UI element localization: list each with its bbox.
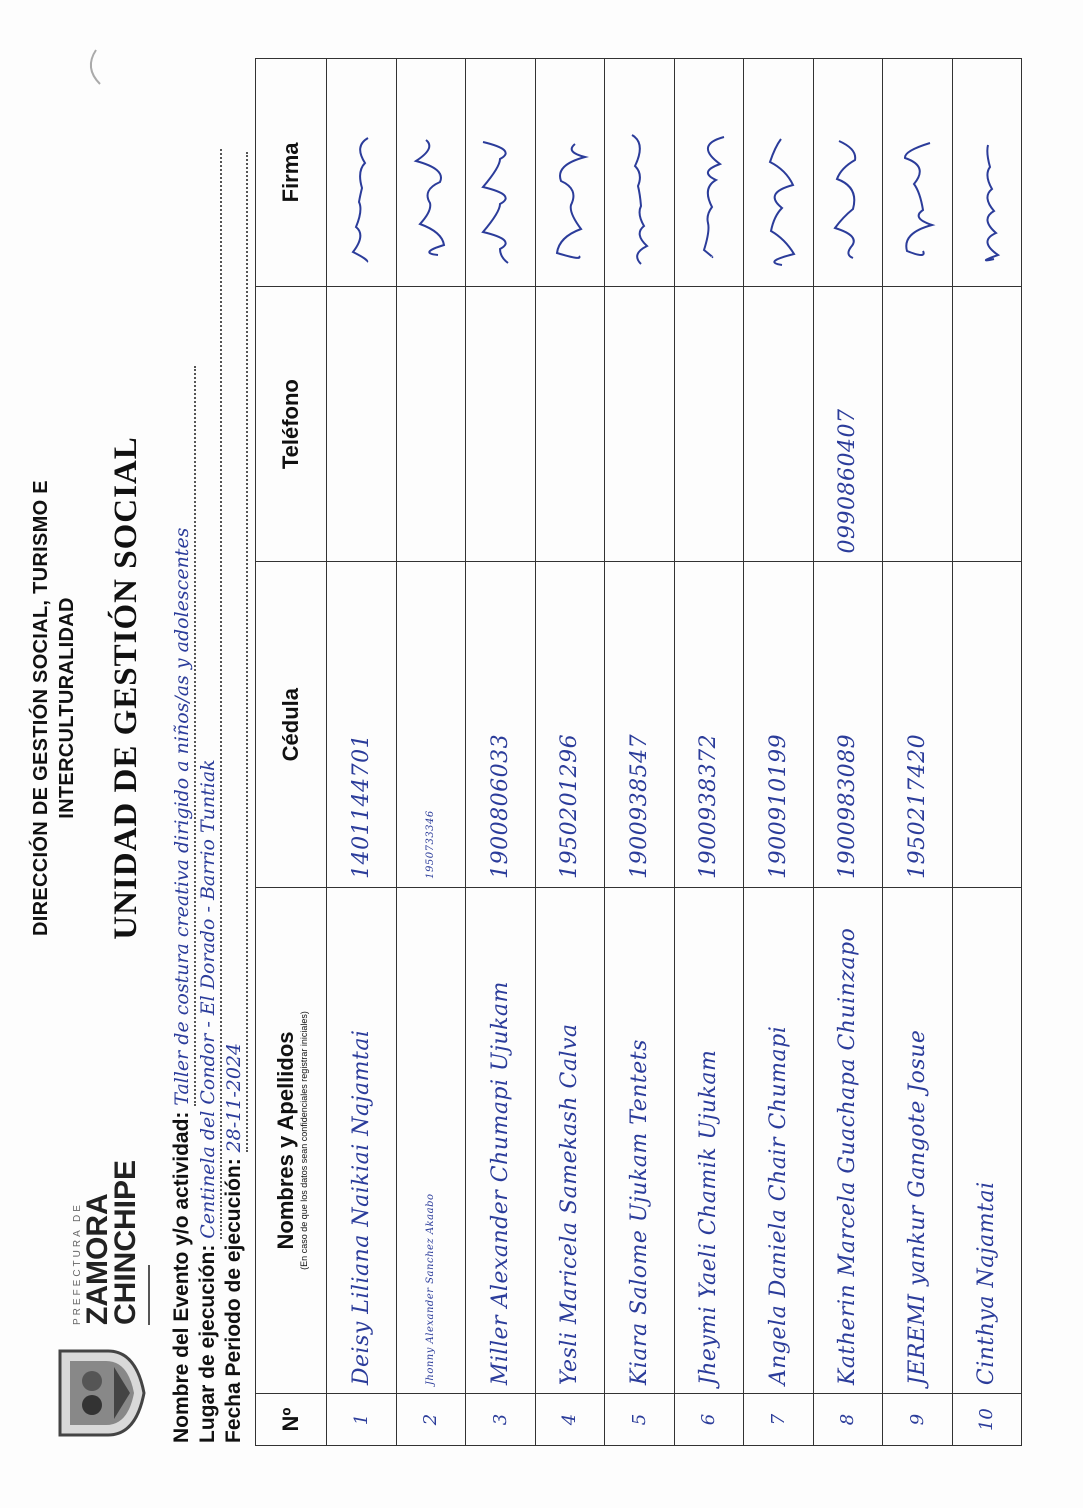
corner-mark-icon <box>82 46 104 88</box>
row-phone <box>883 286 953 562</box>
signature-scribble-icon <box>678 65 740 285</box>
row-signature <box>327 59 397 287</box>
row-signature <box>605 59 675 287</box>
date-label: Fecha Periodo de ejecución: <box>222 1158 245 1443</box>
row-number: 3 <box>466 1394 536 1446</box>
signature-scribble-icon <box>608 65 670 285</box>
department-title <box>28 428 80 988</box>
table-row <box>952 59 1022 1446</box>
logo-divider <box>148 1265 150 1325</box>
date-field <box>222 152 248 1443</box>
row-signature <box>396 59 466 287</box>
row-phone <box>466 286 536 562</box>
department-title-line1: DIRECCIÓN DE GESTIÓN SOCIAL, TURISMO E <box>30 480 52 936</box>
date-value: 28-11-2024 <box>223 1042 245 1153</box>
row-phone <box>605 286 675 562</box>
logo-line2: CHINCHIPE <box>109 1159 142 1325</box>
row-phone: 0990860407 <box>813 286 883 562</box>
place-value: Centinela del Condor - El Dorado - Barrio Tuntiak <box>197 759 219 1239</box>
row-name: Kiara Salome Ujukam Tentets <box>605 887 675 1393</box>
signature-scribble-icon <box>539 65 601 285</box>
department-title-line2: INTERCULTURALIDAD <box>56 597 78 819</box>
row-phone <box>327 286 397 562</box>
row-signature <box>744 59 814 287</box>
col-id-header: Cédula <box>256 562 327 887</box>
row-name: Jheymi Yaeli Chamik Ujukam <box>674 887 744 1393</box>
prefectura-logo <box>52 1143 162 1443</box>
row-number: 7 <box>744 1394 814 1446</box>
place-label: Lugar de ejecución: <box>196 1244 219 1443</box>
row-name: Yesli Maricela Samekash Calva <box>535 887 605 1393</box>
row-id: 1900938547 <box>605 562 675 887</box>
row-name: Miller Alexander Chumapi Ujukam <box>466 887 536 1393</box>
attendance-table <box>255 58 1022 1446</box>
place-value-line <box>196 149 222 1239</box>
row-number: 6 <box>674 1394 744 1446</box>
row-name: JEREMI yankur Gangote Josue <box>883 887 953 1393</box>
event-field <box>170 366 196 1443</box>
table-row <box>327 59 397 1446</box>
row-number: 10 <box>952 1394 1022 1446</box>
logo-line1: ZAMORA <box>81 1193 114 1325</box>
row-id: 1950733346 <box>396 562 466 887</box>
table-row <box>883 59 953 1446</box>
row-id: 1900910199 <box>744 562 814 887</box>
row-number: 4 <box>535 1394 605 1446</box>
row-id: 1950217420 <box>883 562 953 887</box>
col-signature-header: Firma <box>256 59 327 287</box>
event-value: Taller de costura creativa dirigido a niños/as y adolescentes <box>171 527 193 1106</box>
row-signature <box>466 59 536 287</box>
col-name-label: Nombres y Apellidos <box>273 1031 298 1250</box>
row-signature <box>813 59 883 287</box>
row-number: 1 <box>327 1394 397 1446</box>
col-name-header <box>256 887 327 1393</box>
row-phone <box>674 286 744 562</box>
place-field <box>196 149 222 1443</box>
row-phone <box>952 286 1022 562</box>
col-phone-header: Teléfono <box>256 286 327 562</box>
signature-scribble-icon <box>400 65 462 285</box>
table-row <box>466 59 536 1446</box>
date-value-line <box>222 152 248 1152</box>
table-row <box>674 59 744 1446</box>
row-number: 2 <box>396 1394 466 1446</box>
row-id: 1900806033 <box>466 562 536 887</box>
row-name: Cinthya Najamtai <box>952 887 1022 1393</box>
logo-prefix: PREFECTURA DE <box>72 1202 83 1325</box>
row-name: Angela Daniela Chair Chumapi <box>744 887 814 1393</box>
row-signature <box>535 59 605 287</box>
row-name: Katherin Marcela Guachapa Chuinzapo <box>813 887 883 1393</box>
signature-scribble-icon <box>956 65 1018 285</box>
table-row <box>605 59 675 1446</box>
row-number: 5 <box>605 1394 675 1446</box>
row-name: Jhonny Alexander Sanchez Akaabo <box>396 887 466 1393</box>
row-signature <box>883 59 953 287</box>
table-row <box>396 59 466 1446</box>
unit-title: UNIDAD DE GESTIÓN SOCIAL <box>108 436 144 940</box>
row-id: 1401144701 <box>327 562 397 887</box>
signature-scribble-icon <box>747 65 809 285</box>
col-num-header: Nº <box>256 1394 327 1446</box>
col-name-note: (En caso de que los datos sean confidenciales registrar iniciales) <box>299 1011 309 1270</box>
row-id <box>952 562 1022 887</box>
signature-scribble-icon <box>817 65 879 285</box>
row-id: 1900938372 <box>674 562 744 887</box>
signature-scribble-icon <box>886 65 948 285</box>
row-signature <box>674 59 744 287</box>
table-header-row <box>256 59 327 1446</box>
signature-scribble-icon <box>330 65 392 285</box>
signature-scribble-icon <box>469 65 531 285</box>
table-row <box>535 59 605 1446</box>
event-label: Nombre del Evento y/o actividad: <box>170 1111 193 1443</box>
row-phone <box>535 286 605 562</box>
event-value-line <box>170 366 196 1106</box>
row-phone <box>396 286 466 562</box>
row-signature <box>952 59 1022 287</box>
table-row <box>813 59 883 1446</box>
row-phone <box>744 286 814 562</box>
row-number: 8 <box>813 1394 883 1446</box>
row-id: 1900983089 <box>813 562 883 887</box>
table-row <box>744 59 814 1446</box>
crest-icon <box>52 1343 148 1443</box>
row-name: Deisy Liliana Naikiai Najamtai <box>327 887 397 1393</box>
row-id: 1950201296 <box>535 562 605 887</box>
row-number: 9 <box>883 1394 953 1446</box>
